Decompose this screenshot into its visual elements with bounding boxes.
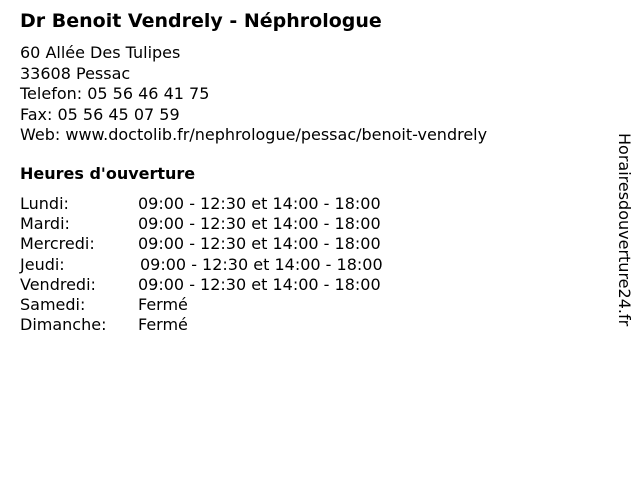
hours-row-wednesday [20,234,440,254]
day-label: Mardi: [20,214,70,234]
day-label: Samedi: [20,294,86,314]
opening-hours-heading: Heures d'ouverture [20,164,196,183]
day-label: Lundi: [20,194,69,213]
contact-block [20,43,487,146]
day-label: Dimanche: [20,315,107,335]
day-label: Jeudi: [20,254,65,274]
website-link: Web: www.doctolib.fr/nephrologue/pessac/benoit-vendrely [20,125,488,144]
hours-value: 09:00 - 12:30 et 14:00 - 18:00 [138,214,381,234]
hours-value: 09:00 - 12:30 et 14:00 - 18:00 [140,254,383,274]
hours-value: 09:00 - 12:30 et 14:00 - 18:00 [138,274,381,294]
hours-value: 09:00 - 12:30 et 14:00 - 18:00 [138,234,381,254]
hours-row-sunday [20,315,440,335]
hours-row-friday [20,275,440,295]
fax-number: Fax: 05 56 45 07 59 [20,104,180,124]
opening-hours-table [20,194,440,335]
hours-row-tuesday [20,214,440,234]
hours-row-thursday [20,255,440,275]
hours-row-saturday [20,295,440,315]
day-label: Mercredi: [20,234,95,254]
address-street: 60 Allée Des Tulipes [20,43,181,62]
phone-number: Telefon: 05 56 46 41 75 [20,84,210,103]
page-title: Dr Benoit Vendrely - Néphrologue [20,10,382,32]
hours-value: Fermé [138,294,188,314]
hours-value: 09:00 - 12:30 et 14:00 - 18:00 [138,194,381,213]
hours-value: Fermé [138,315,188,335]
site-brand-vertical: Horairesdouverture24.fr [615,133,634,327]
day-label: Vendredi: [20,274,96,294]
hours-row-monday [20,194,440,214]
address-city: 33608 Pessac [20,63,131,83]
